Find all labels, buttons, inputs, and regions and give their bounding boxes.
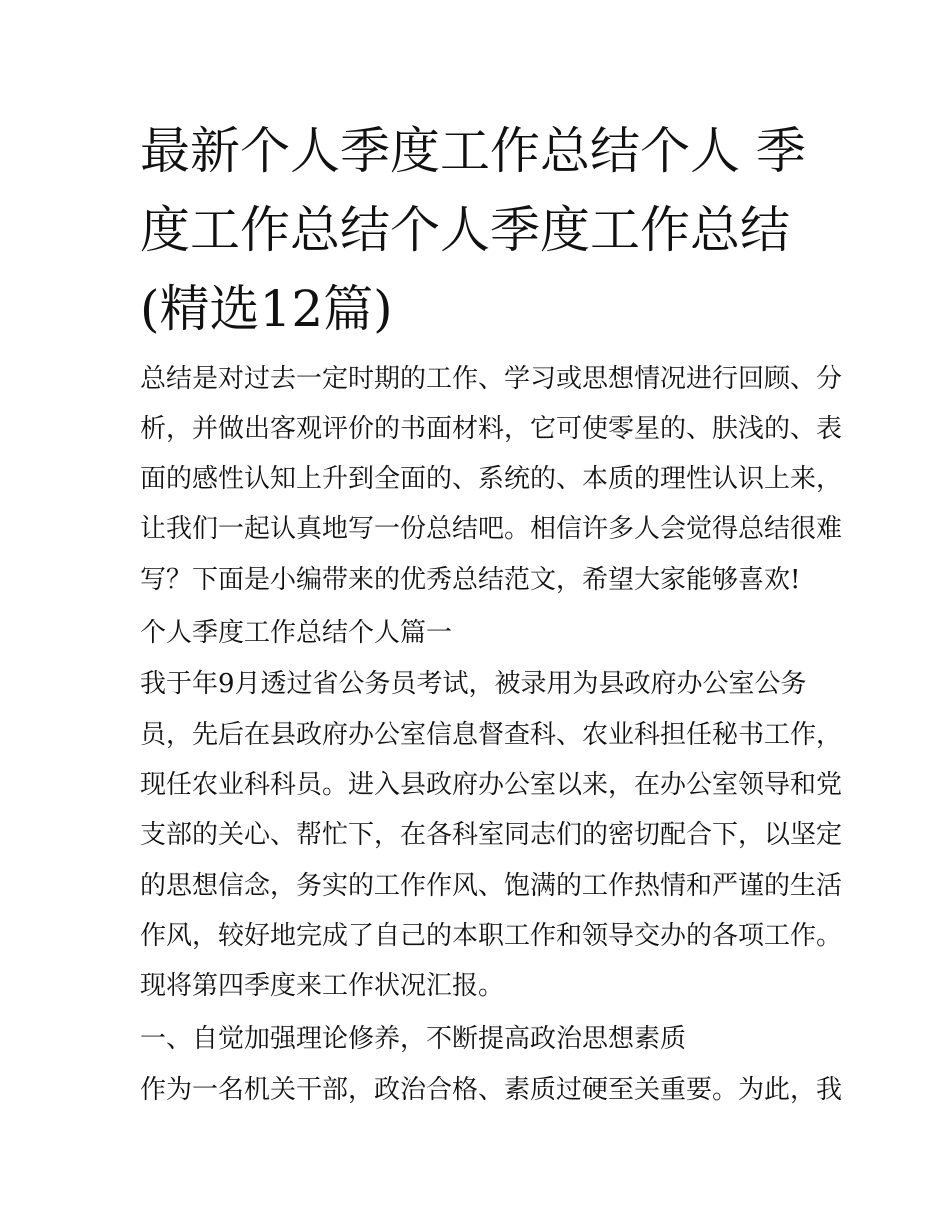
body-line-5: 写？下面是小编带来的优秀总结范文，希望大家能够喜欢!: [140, 565, 801, 595]
body-line-12: 现将第四季度来工作状况汇报。: [140, 971, 505, 1001]
body-line-7: 员，先后在县政府办公室信息督查科、农业科担任秘书工作，: [140, 720, 843, 750]
body-line-11: 作风，较好地完成了自己的本职工作和领导交办的各项工作。: [140, 921, 843, 951]
body-line-13: 作为一名机关干部，政治合格、素质过硬至关重要。为此，我: [140, 1075, 843, 1105]
document-title: [140, 112, 820, 349]
title-line-1: 最新个人季度工作总结个人 季: [140, 122, 806, 180]
title-line-2: 度工作总结个人季度工作总结: [140, 201, 790, 259]
body-line-8: 现任农业科科员。进入县政府办公室以来，在办公室领导和党: [140, 770, 843, 800]
subheading-1: 一、自觉加强理论修养，不断提高政治思想素质: [140, 1024, 687, 1054]
body-line-4: 让我们一起认真地写一份总结吧。相信许多人会觉得总结很难: [140, 514, 843, 544]
section-heading-1: 个人季度工作总结个人篇一: [140, 618, 453, 648]
title-line-3: (精选12篇): [140, 280, 393, 338]
body-line-1: 总结是对过去一定时期的工作、学习或思想情况进行回顾、分: [140, 364, 843, 394]
body-line-3: 面的感性认知上升到全面的、系统的、本质的理性认识上来，: [140, 464, 843, 494]
body-line-10: 的思想信念，务实的工作作风、饱满的工作热情和严谨的生活: [140, 871, 843, 901]
body-line-2: 析，并做出客观评价的书面材料，它可使零星的、肤浅的、表: [140, 414, 843, 444]
body-line-9: 支部的关心、帮忙下，在各科室同志们的密切配合下，以坚定: [140, 820, 843, 850]
body-line-6: 我于年9月透过省公务员考试，被录用为县政府办公室公务: [140, 669, 807, 699]
